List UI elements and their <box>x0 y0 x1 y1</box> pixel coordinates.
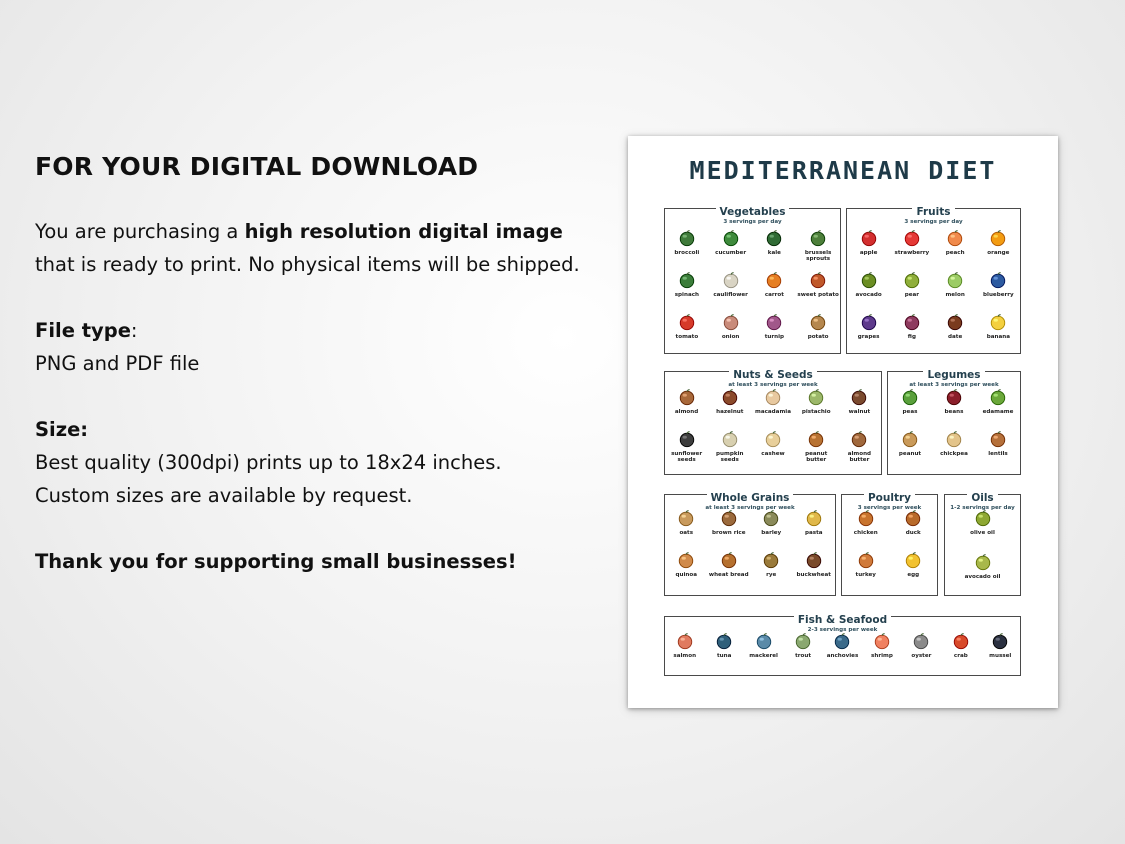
food-item <box>890 313 933 355</box>
food-label: shrimp <box>871 653 893 659</box>
food-item <box>744 632 783 674</box>
oils-grid <box>945 509 1020 597</box>
tomato-icon <box>678 313 696 331</box>
macadamia-icon <box>764 388 782 406</box>
food-label: brussels sprouts <box>804 250 832 262</box>
food-item <box>793 551 836 593</box>
nuts-title: Nuts & Seeds <box>729 369 817 381</box>
food-item <box>862 632 901 674</box>
food-item <box>796 313 840 355</box>
food-item <box>838 430 881 472</box>
peas-icon <box>901 388 919 406</box>
food-label: hazelnut <box>716 409 744 415</box>
food-label: tomato <box>675 334 699 340</box>
food-item <box>665 632 704 674</box>
potato-icon <box>809 313 827 331</box>
food-label: date <box>948 334 963 340</box>
food-item <box>945 509 1020 553</box>
food-item <box>750 509 793 551</box>
food-item <box>751 430 794 472</box>
food-item <box>750 551 793 593</box>
legumes-grid <box>888 388 1020 472</box>
food-item <box>665 229 709 271</box>
food-item <box>708 551 751 593</box>
fruits-grid <box>847 229 1020 355</box>
food-label: wheat bread <box>708 572 749 578</box>
food-item <box>838 388 881 430</box>
food-label: avocado <box>855 292 882 298</box>
food-item <box>902 632 941 674</box>
food-label: chicken <box>853 530 878 536</box>
brown-rice-icon <box>720 509 738 527</box>
almond-icon <box>678 388 696 406</box>
nuts-serving-note: at least 3 servings per week <box>728 382 818 388</box>
fish-grid <box>665 632 1020 674</box>
food-label: onion <box>721 334 740 340</box>
food-label: edamame <box>982 409 1014 415</box>
avocado-oil-icon <box>974 553 992 571</box>
duck-icon <box>904 509 922 527</box>
file-type-block <box>35 314 595 380</box>
food-item <box>847 313 890 355</box>
food-item <box>709 229 753 271</box>
food-item <box>976 430 1020 472</box>
food-item <box>751 388 794 430</box>
food-label: orange <box>987 250 1010 256</box>
tuna-icon <box>715 632 733 650</box>
vegetables-title: Vegetables <box>716 206 790 218</box>
food-label: turnip <box>764 334 785 340</box>
turkey-icon <box>857 551 875 569</box>
wheat-bread-icon <box>720 551 738 569</box>
food-label: tuna <box>716 653 732 659</box>
food-item <box>842 509 890 551</box>
kale-icon <box>765 229 783 247</box>
peanut-butter-icon <box>807 430 825 448</box>
legumes-header <box>888 363 1020 389</box>
blueberry-icon <box>989 271 1007 289</box>
edamame-icon <box>989 388 1007 406</box>
food-item <box>934 271 977 313</box>
chicken-icon <box>857 509 875 527</box>
oils-title: Oils <box>967 492 997 504</box>
food-label: walnut <box>848 409 871 415</box>
sunflower-seeds-icon <box>678 430 696 448</box>
food-label: macadamia <box>754 409 791 415</box>
food-item <box>796 271 840 313</box>
spinach-icon <box>678 271 696 289</box>
fish-seafood-section <box>664 616 1021 676</box>
lentils-icon <box>989 430 1007 448</box>
file-type-colon: : <box>130 319 138 342</box>
pumpkin-seeds-icon <box>721 430 739 448</box>
broccoli-icon <box>678 229 696 247</box>
orange-icon <box>989 229 1007 247</box>
grains-grid <box>665 509 835 593</box>
carrot-icon <box>765 271 783 289</box>
food-item <box>981 632 1020 674</box>
avocado-icon <box>860 271 878 289</box>
food-label: broccoli <box>674 250 700 256</box>
oats-icon <box>677 509 695 527</box>
nuts-grid <box>665 388 881 472</box>
crab-icon <box>952 632 970 650</box>
food-label: cashew <box>761 451 785 457</box>
food-label: peach <box>945 250 965 256</box>
salmon-icon <box>676 632 694 650</box>
fruits-serving-note: 3 servings per day <box>904 219 963 225</box>
food-item <box>888 388 932 430</box>
food-label: carrot <box>764 292 784 298</box>
peach-icon <box>946 229 964 247</box>
food-label: melon <box>945 292 965 298</box>
size-line-2: Custom sizes are available by request. <box>35 484 413 507</box>
barley-icon <box>762 509 780 527</box>
cucumber-icon <box>722 229 740 247</box>
buckwheat-icon <box>805 551 823 569</box>
purchase-paragraph <box>35 215 595 281</box>
food-label: lentils <box>988 451 1008 457</box>
pasta-icon <box>805 509 823 527</box>
food-item <box>753 229 797 271</box>
fish-serving-note: 2-3 servings per week <box>807 627 878 633</box>
legumes-section <box>887 371 1021 475</box>
quinoa-icon <box>677 551 695 569</box>
date-icon <box>946 313 964 331</box>
food-item <box>709 313 753 355</box>
food-item <box>708 388 751 430</box>
size-line-1: Best quality (300dpi) prints up to 18x24 inches. <box>35 451 502 474</box>
food-label: grapes <box>857 334 880 340</box>
melon-icon <box>946 271 964 289</box>
food-label: blueberry <box>983 292 1014 298</box>
mackerel-icon <box>755 632 773 650</box>
pear-icon <box>903 271 921 289</box>
food-label: sweet potato <box>797 292 839 298</box>
food-item <box>977 271 1020 313</box>
food-label: banana <box>986 334 1011 340</box>
food-label: cauliflower <box>713 292 748 298</box>
fruits-title: Fruits <box>912 206 954 218</box>
olive-oil-icon <box>974 509 992 527</box>
poultry-grid <box>842 509 937 593</box>
food-label: brown rice <box>712 530 746 536</box>
food-item <box>665 388 708 430</box>
food-label: potato <box>807 334 829 340</box>
food-label: pistachio <box>801 409 831 415</box>
whole-grains-section <box>664 494 836 596</box>
food-item <box>704 632 743 674</box>
food-item <box>945 553 1020 597</box>
brussels-sprouts-icon <box>809 229 827 247</box>
food-item <box>796 229 840 271</box>
fish-header <box>665 608 1020 634</box>
food-label: peanut butter <box>805 451 828 463</box>
food-label: egg <box>907 572 920 578</box>
sweet-potato-icon <box>809 271 827 289</box>
grains-title: Whole Grains <box>707 492 794 504</box>
food-label: spinach <box>674 292 700 298</box>
food-item <box>823 632 862 674</box>
egg-icon <box>904 551 922 569</box>
food-item <box>890 229 933 271</box>
banana-icon <box>989 313 1007 331</box>
food-label: peas <box>902 409 918 415</box>
food-label: barley <box>761 530 782 536</box>
food-label: avocado oil <box>964 574 1001 580</box>
onion-icon <box>722 313 740 331</box>
food-label: quinoa <box>675 572 697 578</box>
legumes-title: Legumes <box>923 369 984 381</box>
poultry-title: Poultry <box>864 492 915 504</box>
food-label: mussel <box>989 653 1012 659</box>
legumes-serving-note: at least 3 servings per week <box>909 382 999 388</box>
walnut-icon <box>850 388 868 406</box>
anchovies-icon <box>833 632 851 650</box>
poultry-section <box>841 494 938 596</box>
food-item <box>709 271 753 313</box>
fig-icon <box>903 313 921 331</box>
food-item <box>977 229 1020 271</box>
grains-serving-note: at least 3 servings per week <box>705 505 795 511</box>
food-item <box>934 229 977 271</box>
food-item <box>708 509 751 551</box>
food-label: rye <box>766 572 777 578</box>
purchase-text-bold: high resolution digital image <box>244 220 563 243</box>
food-label: salmon <box>673 653 697 659</box>
poster-preview <box>628 136 1058 708</box>
food-label: crab <box>953 653 968 659</box>
food-label: oats <box>679 530 694 536</box>
food-item <box>665 551 708 593</box>
food-item <box>847 229 890 271</box>
food-label: pear <box>904 292 920 298</box>
food-item <box>890 271 933 313</box>
shrimp-icon <box>873 632 891 650</box>
food-label: oyster <box>911 653 932 659</box>
food-item <box>708 430 751 472</box>
food-label: peanut <box>898 451 922 457</box>
vegetables-header <box>665 200 840 226</box>
food-item <box>795 388 838 430</box>
file-type-value: PNG and PDF file <box>35 352 200 375</box>
grapes-icon <box>860 313 878 331</box>
fruits-header <box>847 200 1020 226</box>
food-item <box>890 509 938 551</box>
food-item <box>932 430 976 472</box>
food-item <box>783 632 822 674</box>
food-label: olive oil <box>970 530 995 536</box>
chickpea-icon <box>945 430 963 448</box>
food-item <box>665 509 708 551</box>
food-label: kale <box>767 250 781 256</box>
oyster-icon <box>912 632 930 650</box>
food-label: trout <box>795 653 812 659</box>
food-label: almond butter <box>847 451 872 463</box>
food-item <box>888 430 932 472</box>
food-item <box>793 509 836 551</box>
size-label: Size: <box>35 418 89 441</box>
fish-title: Fish & Seafood <box>794 614 891 626</box>
turnip-icon <box>765 313 783 331</box>
product-description <box>35 152 595 578</box>
beans-icon <box>945 388 963 406</box>
food-label: chickpea <box>940 451 968 457</box>
food-label: pasta <box>804 530 823 536</box>
food-item <box>976 388 1020 430</box>
vegetables-section <box>664 208 841 354</box>
purchase-text-start: You are purchasing a <box>35 220 245 243</box>
trout-icon <box>794 632 812 650</box>
food-item <box>890 551 938 593</box>
food-label: anchovies <box>826 653 859 659</box>
food-item <box>753 271 797 313</box>
oils-serving-note: 1-2 servings per day <box>950 505 1015 511</box>
hazelnut-icon <box>721 388 739 406</box>
strawberry-icon <box>903 229 921 247</box>
apple-icon <box>860 229 878 247</box>
almond-butter-icon <box>850 430 868 448</box>
food-item <box>665 271 709 313</box>
food-item <box>977 313 1020 355</box>
download-heading: FOR YOUR DIGITAL DOWNLOAD <box>35 152 479 181</box>
poster-title: MEDITERRANEAN DIET <box>689 156 997 185</box>
food-item <box>932 388 976 430</box>
nuts-seeds-section <box>664 371 882 475</box>
oils-section <box>944 494 1021 596</box>
food-label: strawberry <box>894 250 930 256</box>
thank-you-message: Thank you for supporting small businesses! <box>35 550 517 573</box>
food-item <box>934 313 977 355</box>
food-item <box>665 313 709 355</box>
food-label: beans <box>944 409 964 415</box>
food-item <box>753 313 797 355</box>
food-item <box>941 632 980 674</box>
cashew-icon <box>764 430 782 448</box>
fruits-section <box>846 208 1021 354</box>
purchase-text-end: that is ready to print. No physical items will be shipped. <box>35 253 580 276</box>
pistachio-icon <box>807 388 825 406</box>
rye-icon <box>762 551 780 569</box>
vegetables-serving-note: 3 servings per day <box>723 219 782 225</box>
food-item <box>795 430 838 472</box>
file-type-label: File type <box>35 319 131 342</box>
food-item <box>847 271 890 313</box>
vegetables-grid <box>665 229 840 355</box>
size-block <box>35 413 595 512</box>
food-label: almond <box>674 409 699 415</box>
nuts-header <box>665 363 881 389</box>
mussel-icon <box>991 632 1009 650</box>
food-label: apple <box>859 250 878 256</box>
cauliflower-icon <box>722 271 740 289</box>
food-item <box>665 430 708 472</box>
food-label: duck <box>905 530 921 536</box>
food-label: mackerel <box>749 653 778 659</box>
food-label: buckwheat <box>796 572 831 578</box>
food-label: cucumber <box>715 250 747 256</box>
food-item <box>842 551 890 593</box>
food-label: fig <box>907 334 916 340</box>
food-label: turkey <box>855 572 876 578</box>
food-label: pumpkin seeds <box>716 451 744 463</box>
peanut-icon <box>901 430 919 448</box>
food-label: sunflower seeds <box>671 451 703 463</box>
poultry-serving-note: 3 servings per week <box>857 505 922 511</box>
